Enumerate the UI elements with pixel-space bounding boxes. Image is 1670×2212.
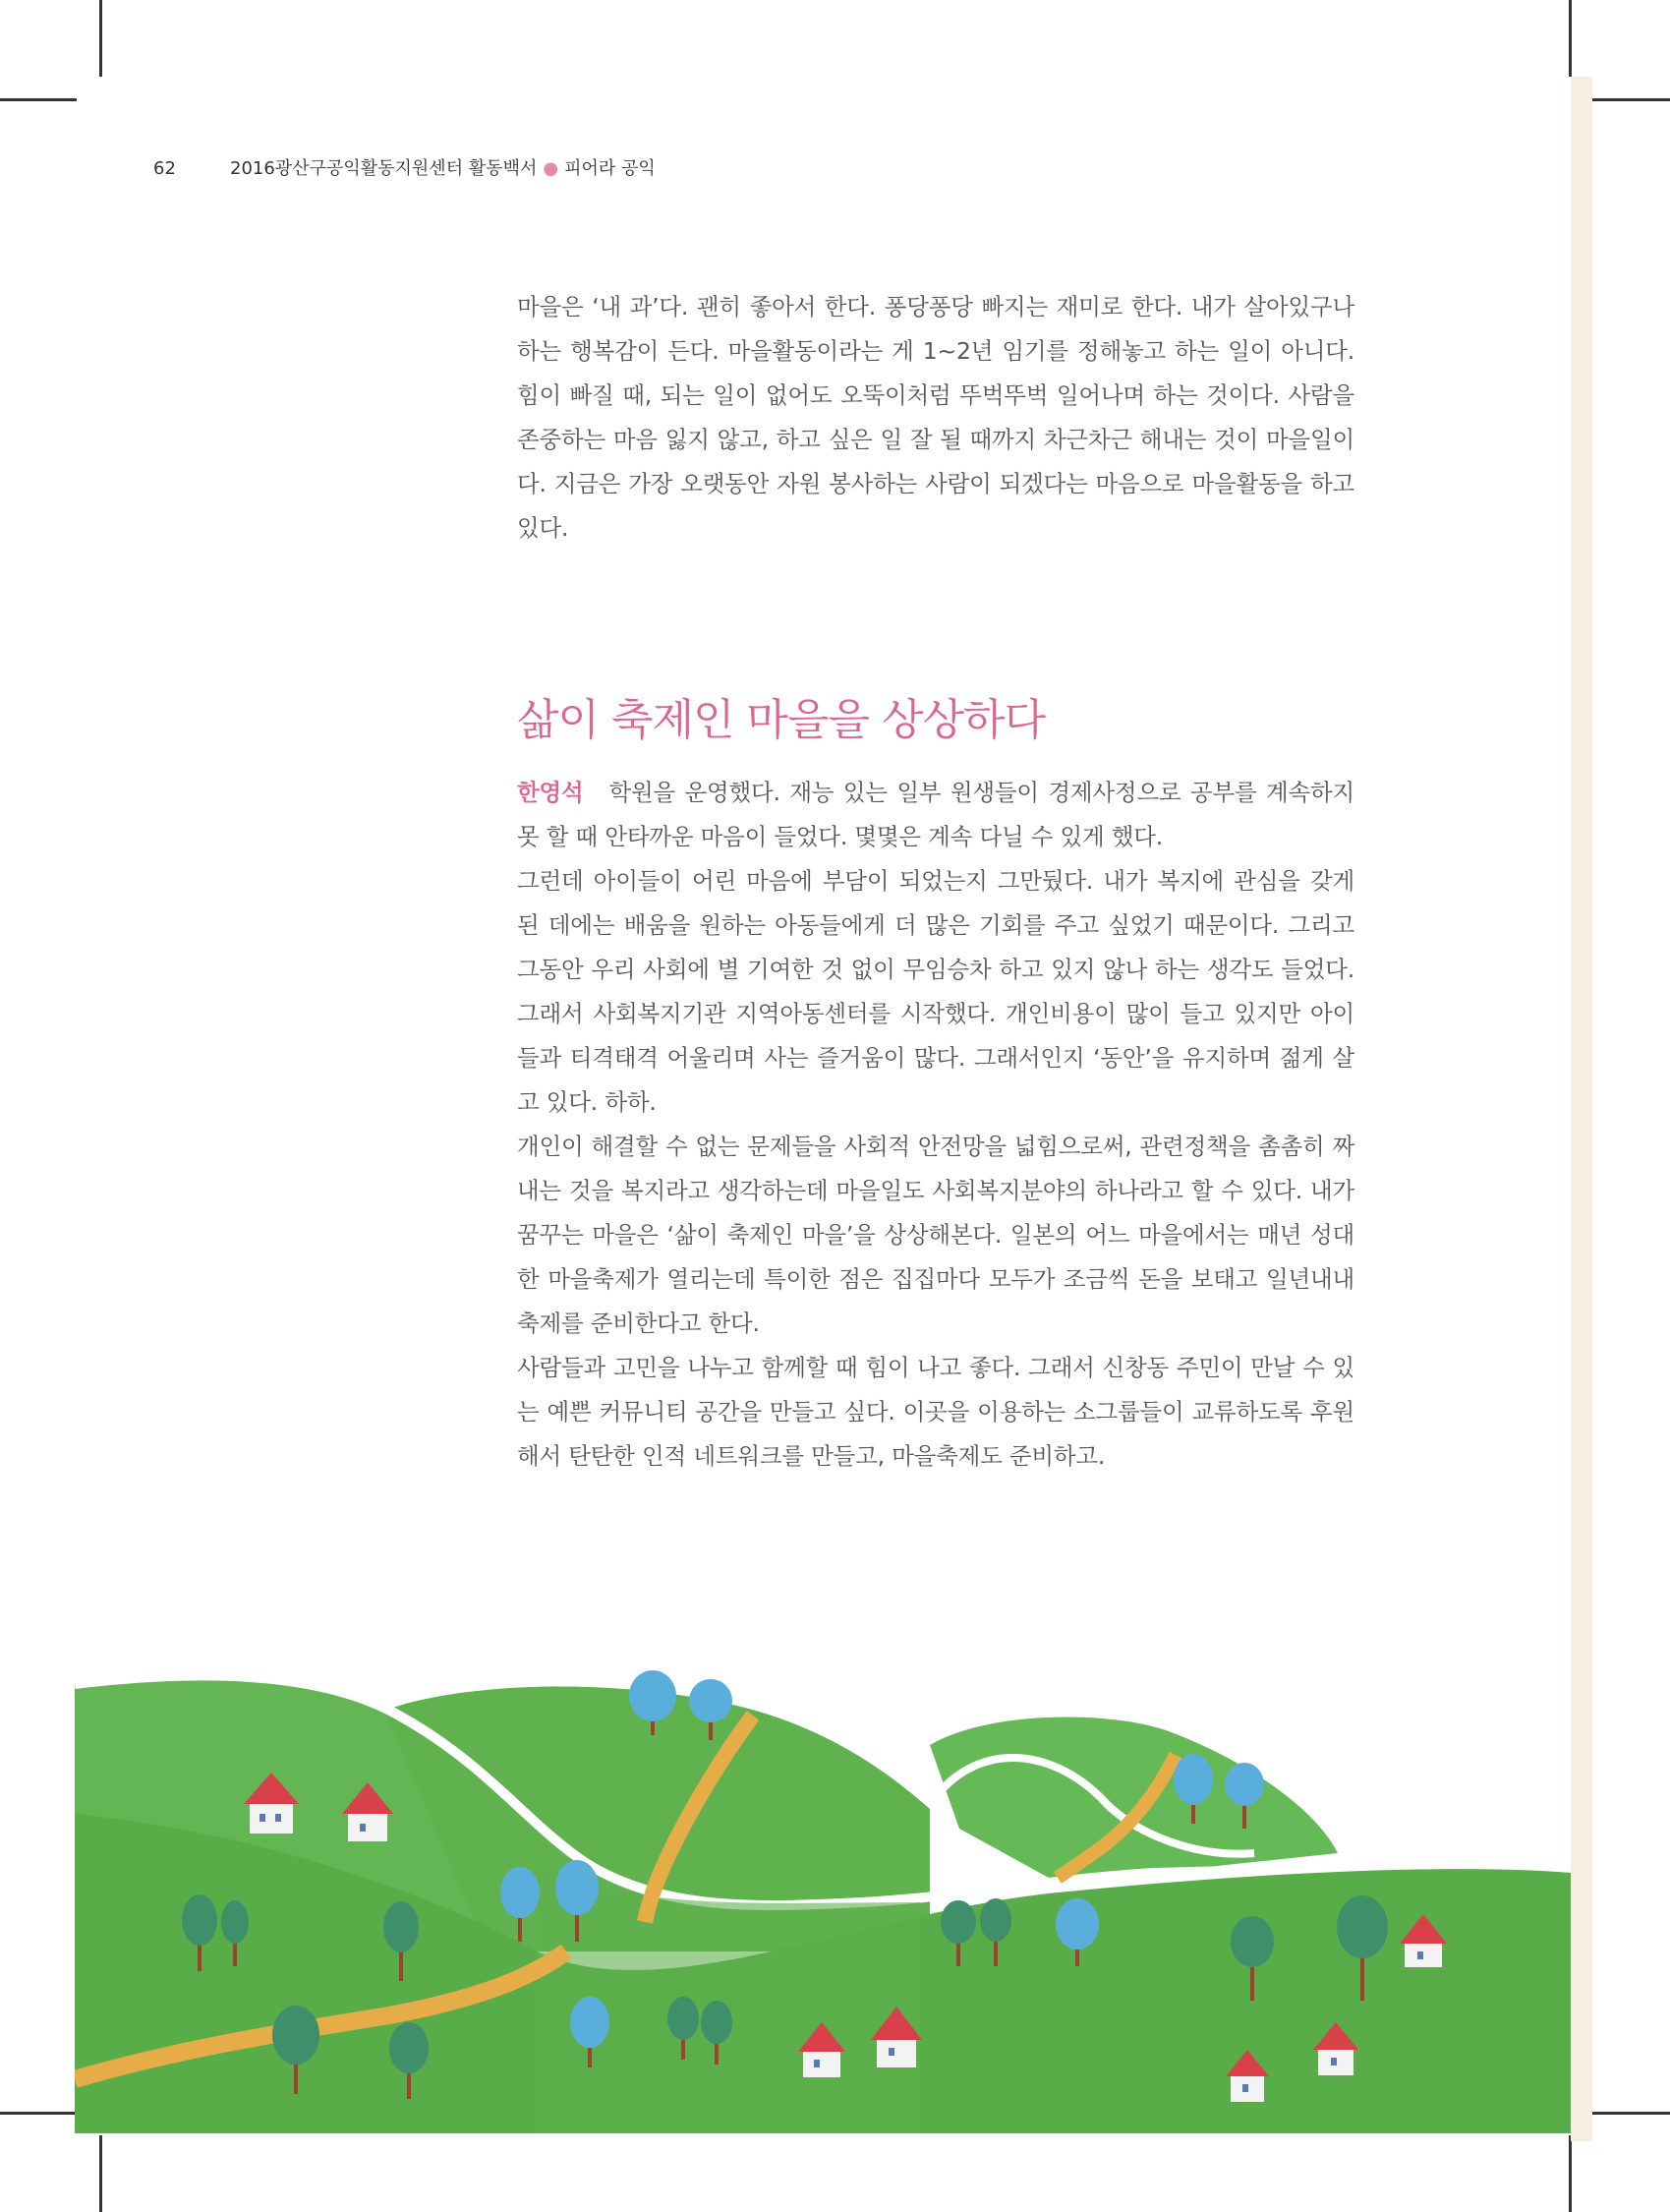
page-number: 62	[153, 158, 176, 179]
crop-mark	[99, 2135, 102, 2212]
book-title: 2016광산구공익활동지원센터 활동백서	[230, 158, 538, 179]
crop-mark	[0, 2112, 77, 2115]
crop-mark	[1569, 2135, 1572, 2212]
separator-dot: ●	[543, 158, 559, 179]
paragraph	[517, 771, 1354, 859]
running-header	[153, 154, 656, 180]
paragraph-text: 학원을 운영했다. 재능 있는 일부 원생들이 경제사정으로 공부를 계속하지 못 할 때 안타까운 마음이 들었다. 몇몇은 계속 다닐 수 있게 했다.	[517, 779, 1354, 850]
crop-mark	[1569, 0, 1572, 77]
page-edge	[1571, 77, 1592, 2141]
article-body	[517, 771, 1354, 1479]
intro-paragraph	[517, 285, 1354, 551]
intro-text: 마을은 ‘내 과’다. 괜히 좋아서 한다. 퐁당퐁당 빠지는 재미로 한다. 내가 살아있구나 하는 행복감이 든다. 마을활동이라는 게 1~2년 임기를 정해놓고 하는 일이 아니다. 힘이 빠질 때, 되는 일이 없어도 오뚝이처럼 뚜벅뚜벅 일어나며 하는 것이다. 사람을 존중하는 마음 잃지 않고, 하고 싶은 일 잘 될 때까지 차근차근 해내는 것이 마을일이다. 지금은 가장 오랫동안 자원 봉사하는 사람이 되겠다는 마음으로 마을활동을 하고 있다.	[517, 293, 1354, 542]
paragraph: 그런데 아이들이 어린 마음에 부담이 되었는지 그만뒀다. 내가 복지에 관심을 갖게 된 데에는 배움을 원하는 아동들에게 더 많은 기회를 주고 싶었기 때문이다. 그리고 그동안 우리 사회에 별 기여한 것 없이 무임승차 하고 있지 않나 하는 생각도 들었다. 그래서 사회복지기관 지역아동센터를 시작했다. 개인비용이 많이 들고 있지만 아이들과 티격태격 어울리며 사는 즐거움이 많다. 그래서인지 ‘동안’을 유지하며 젊게 살고 있다. 하하.	[517, 867, 1354, 1116]
crop-mark	[99, 0, 102, 77]
speaker-name: 한영석	[517, 779, 584, 806]
village-hills-illustration	[75, 1657, 1571, 2133]
crop-mark	[1592, 2112, 1670, 2115]
crop-mark	[0, 98, 77, 101]
section-name: 피어라 공익	[564, 158, 656, 179]
paragraph: 개인이 해결할 수 없는 문제들을 사회적 안전망을 넓힘으로써, 관련정책을 촘촘히 짜내는 것을 복지라고 생각하는데 마을일도 사회복지분야의 하나라고 할 수 있다. 내가 꿈꾸는 마을은 ‘삶이 축제인 마을’을 상상해본다. 일본의 어느 마을에서는 매년 성대한 마을축제가 열리는데 특이한 점은 집집마다 모두가 조금씩 돈을 보태고 일년내내 축제를 준비한다고 한다.	[517, 1133, 1354, 1337]
hill	[930, 1717, 1338, 1883]
crop-mark	[1592, 98, 1670, 101]
section-title: 삶이 축제인 마을을 상상하다	[517, 695, 1046, 745]
paragraph: 사람들과 고민을 나누고 함께할 때 힘이 나고 좋다. 그래서 신창동 주민이 만날 수 있는 예쁜 커뮤니티 공간을 만들고 싶다. 이곳을 이용하는 소그룹들이 교류하도록 후원해서 탄탄한 인적 네트워크를 만들고, 마을축제도 준비하고.	[517, 1354, 1354, 1470]
